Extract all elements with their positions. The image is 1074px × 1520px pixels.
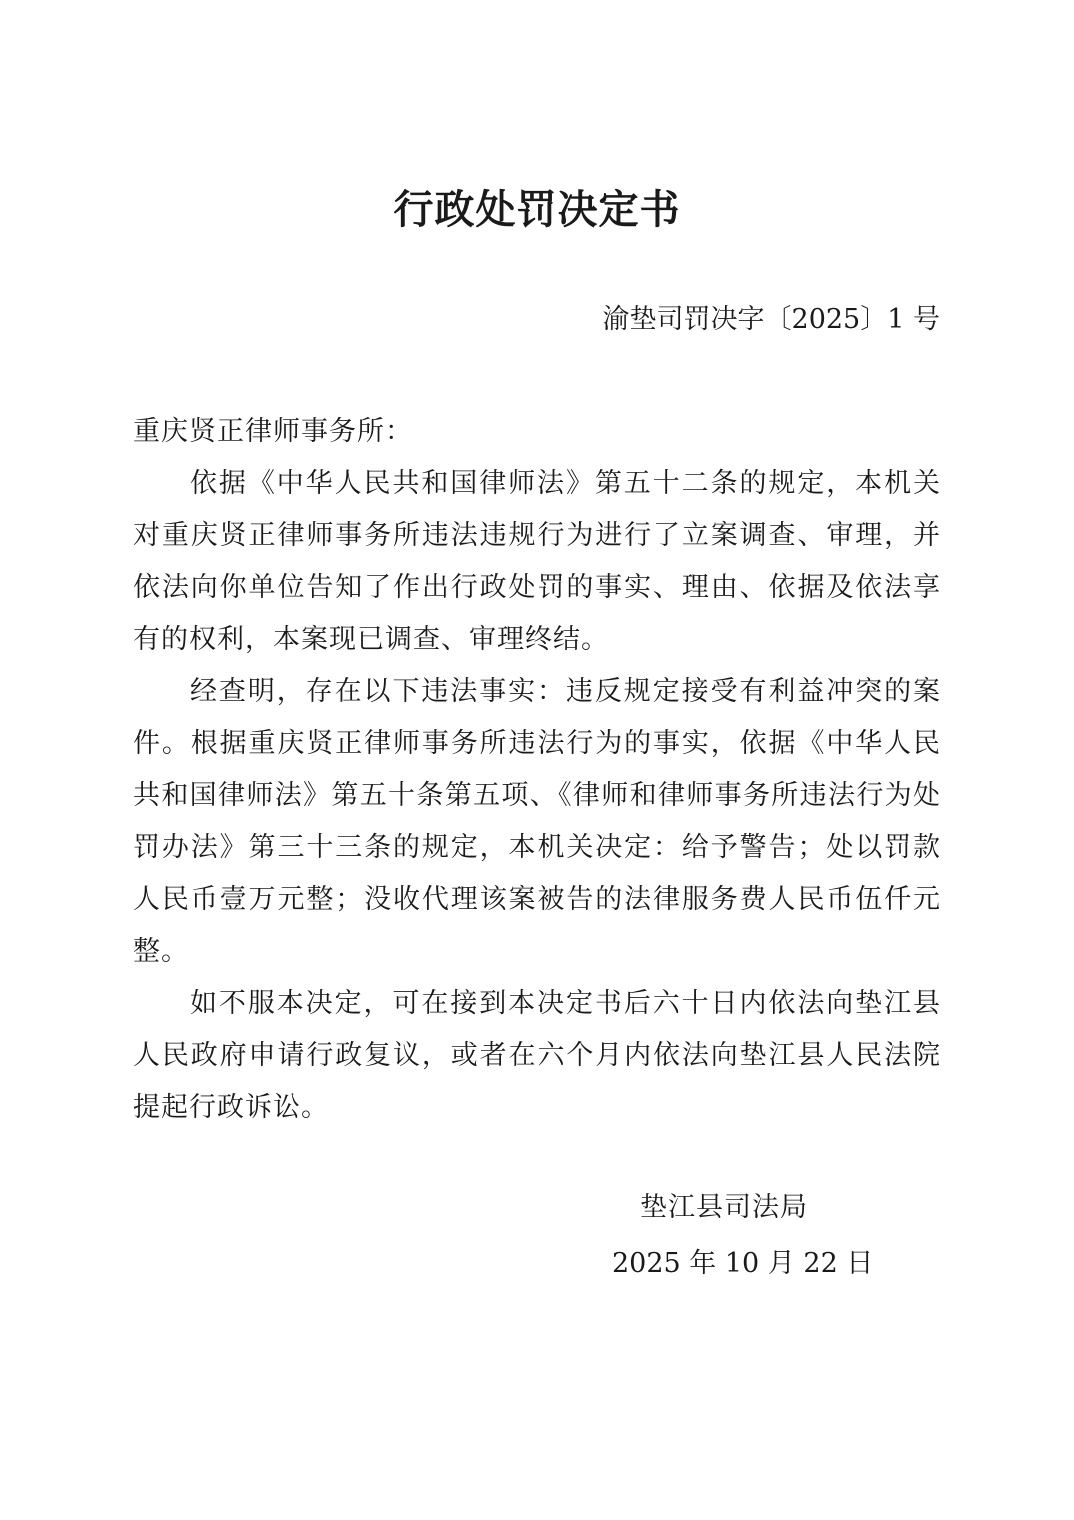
issue-date: 2025 年 10 月 22 日 <box>612 1248 874 1279</box>
issuer-name: 垫江县司法局 <box>640 1192 808 1223</box>
document-body <box>133 406 941 1134</box>
paragraph-basis: 依据《中华人民共和国律师法》第五十二条的规定，本机关对重庆贤正律师事务所违法违规行为进行了立案调查、审理，并依法向你单位告知了作出行政处罚的事实、理由、依据及依法享有的权利，本案现已调查、审理终结。 <box>133 468 941 655</box>
document-number: 渝垫司罚决字〔2025〕1 号 <box>602 304 940 335</box>
paragraph-findings: 经查明，存在以下违法事实：违反规定接受有利益冲突的案件。根据重庆贤正律师事务所违法行为的事实，依据《中华人民共和国律师法》第五十条第五项、《律师和律师事务所违法行为处罚办法》第三十三条的规定，本机关决定：给予警告；处以罚款人民币壹万元整；没收代理该案被告的法律服务费人民币伍仟元整。 <box>133 676 941 967</box>
signature-block <box>560 1180 900 1292</box>
document-title: 行政处罚决定书 <box>393 186 681 233</box>
addressee: 重庆贤正律师事务所： <box>133 416 413 447</box>
paragraph-appeal: 如不服本决定，可在接到本决定书后六十日内依法向垫江县人民政府申请行政复议，或者在六个月内依法向垫江县人民法院提起行政诉讼。 <box>133 988 941 1123</box>
